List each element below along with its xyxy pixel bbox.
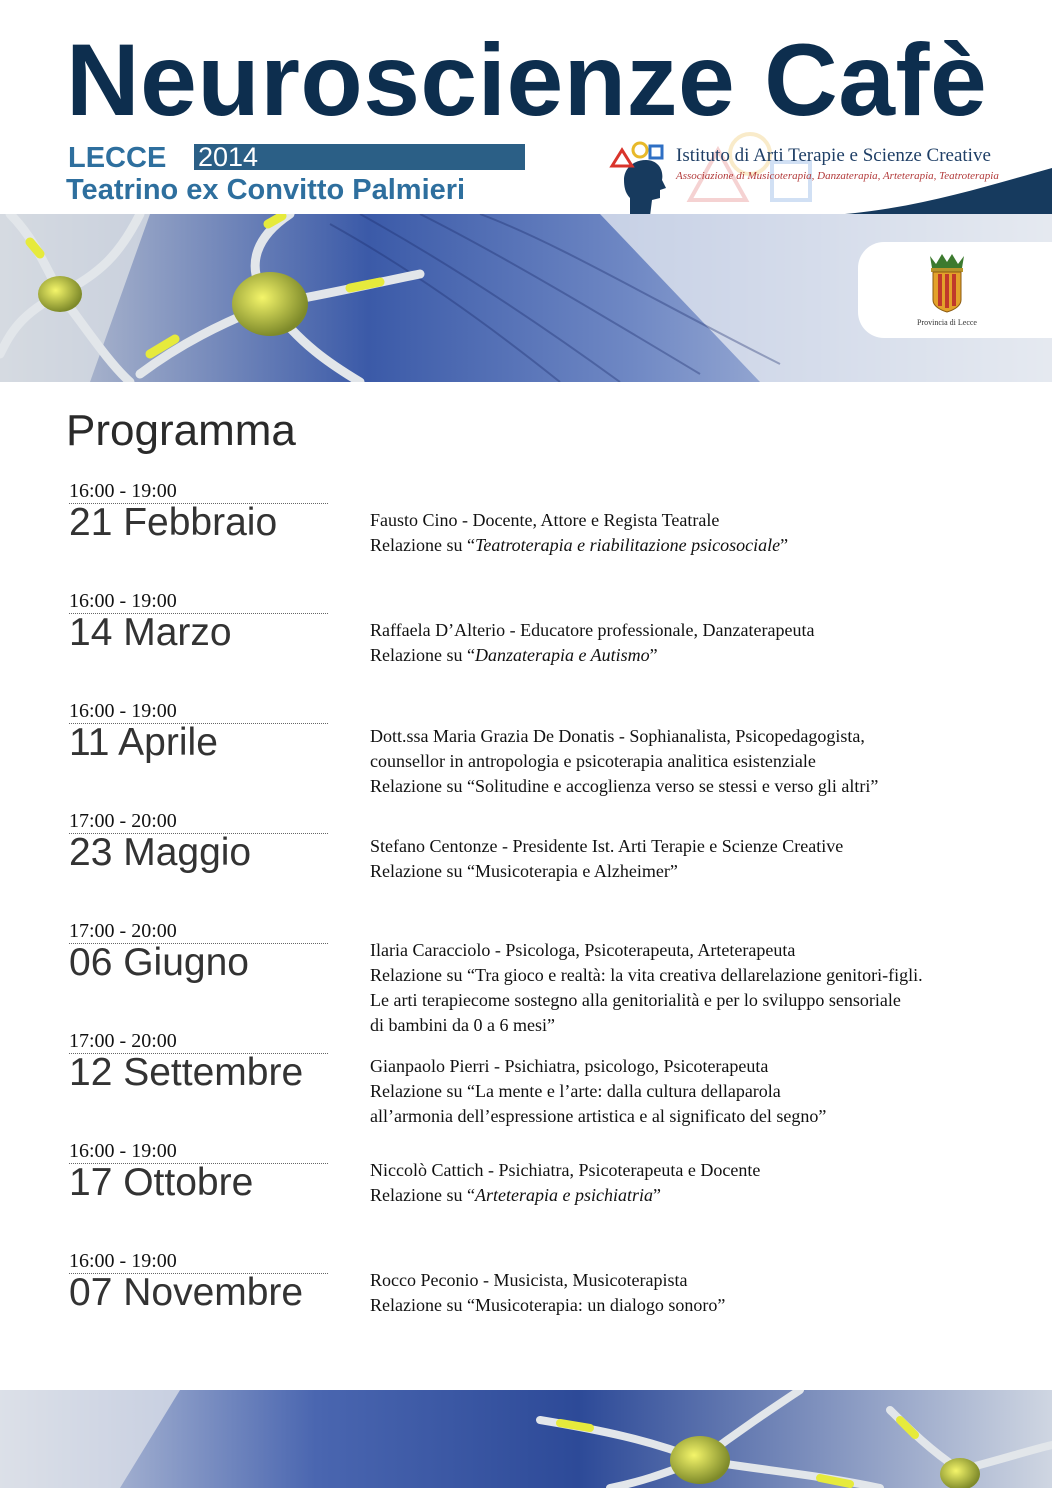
event-description [370, 834, 843, 884]
event-description [370, 1158, 760, 1208]
event-date: 11 Aprile [69, 721, 218, 764]
event-line: all’armonia dell’espressione artistica e al significato del segno” [370, 1106, 827, 1126]
city-label: LECCE [68, 142, 167, 174]
event-line: counsellor in antropologia e psicoterapia analitica esistenziale [370, 751, 816, 771]
event-description [370, 1054, 826, 1129]
event-time: 17:00 - 20:00 [69, 810, 328, 834]
event-line: Stefano Centonze - Presidente Ist. Arti Terapie e Scienze Creative [370, 836, 844, 856]
program-heading: Programma [66, 406, 296, 455]
event-date: 17 Ottobre [69, 1161, 254, 1204]
page-title: Neuroscienze Cafè [66, 23, 988, 137]
event-line: Relazione su “La mente e l’arte: dalla cultura dellaparola [370, 1081, 781, 1101]
event-speaker: Fausto Cino - Docente, Attore e Regista Teatrale [370, 510, 720, 530]
event-time: 16:00 - 19:00 [69, 700, 328, 724]
event-description [370, 508, 788, 558]
event-line: Relazione su “Musicoterapia: un dialogo sonoro” [370, 1295, 726, 1315]
province-label: Provincia di Lecce [917, 318, 977, 327]
head-shapes-logo-icon [612, 143, 666, 216]
event-line: Le arti terapiecome sostegno alla genitorialità e per lo sviluppo sensoriale [370, 990, 901, 1010]
institute-name: Istituto di Arti Terapie e Scienze Creative [676, 145, 991, 166]
event-line: di bambini da 0 a 6 mesi” [370, 1015, 555, 1035]
event-description [370, 618, 814, 668]
event-line: Relazione su “Musicoterapia e Alzheimer” [370, 861, 678, 881]
year-label: 2014 [198, 142, 259, 172]
lecce-coat-of-arms-icon [924, 250, 970, 314]
event-talk-title: Teatroterapia e riabilitazione psicosociale [474, 535, 781, 555]
event-date: 06 Giugno [69, 941, 249, 984]
event-time: 17:00 - 20:00 [69, 920, 328, 944]
event-description [370, 1268, 725, 1318]
event-date: 14 Marzo [69, 611, 232, 654]
event-speaker: Raffaela D’Alterio - Educatore professionale, Danzaterapeuta [370, 620, 815, 640]
event-date: 21 Febbraio [69, 501, 278, 544]
event-talk: Relazione su “Teatroterapia e riabilitazione psicosociale” [370, 535, 789, 555]
event-description [370, 938, 923, 1038]
venue-label: Teatrino ex Convitto Palmieri [66, 174, 466, 206]
event-line: Ilaria Caracciolo - Psicologa, Psicoterapeuta, Arteterapeuta [370, 940, 796, 960]
event-time: 17:00 - 20:00 [69, 1030, 328, 1054]
event-line: Relazione su “Tra gioco e realtà: la vita creativa dellarelazione genitori-figli. [370, 965, 923, 985]
event-speaker: Niccolò Cattich - Psichiatra, Psicoterapeuta e Docente [370, 1160, 761, 1180]
event-talk: Relazione su “Danzaterapia e Autismo” [370, 645, 658, 665]
event-time: 16:00 - 19:00 [69, 590, 328, 614]
event-talk-title: Danzaterapia e Autismo [474, 645, 650, 665]
institute-subtitle: Associazione di Musicoterapia, Danzaterapia, Arteterapia, Teatroterapia [676, 170, 999, 182]
event-talk: Relazione su “Arteterapia e psichiatria” [370, 1185, 661, 1205]
event-date: 07 Novembre [69, 1271, 304, 1314]
neuron-banner-bottom [0, 1390, 1052, 1488]
event-description [370, 724, 878, 799]
event-talk-title: Arteterapia e psichiatria [474, 1185, 653, 1205]
event-time: 16:00 - 19:00 [69, 1250, 328, 1274]
province-card [858, 242, 1052, 338]
year-bar [194, 144, 525, 170]
event-line: Gianpaolo Pierri - Psichiatra, psicologo, Psicoterapeuta [370, 1056, 769, 1076]
event-line: Dott.ssa Maria Grazia De Donatis - Sophianalista, Psicopedagogista, [370, 726, 865, 746]
event-line: Relazione su “Solitudine e accoglienza verso se stessi e verso gli altri” [370, 776, 879, 796]
event-time: 16:00 - 19:00 [69, 480, 328, 504]
event-time: 16:00 - 19:00 [69, 1140, 328, 1164]
event-date: 23 Maggio [69, 831, 252, 874]
event-line: Rocco Peconio - Musicista, Musicoterapista [370, 1270, 688, 1290]
event-date: 12 Settembre [69, 1051, 304, 1094]
